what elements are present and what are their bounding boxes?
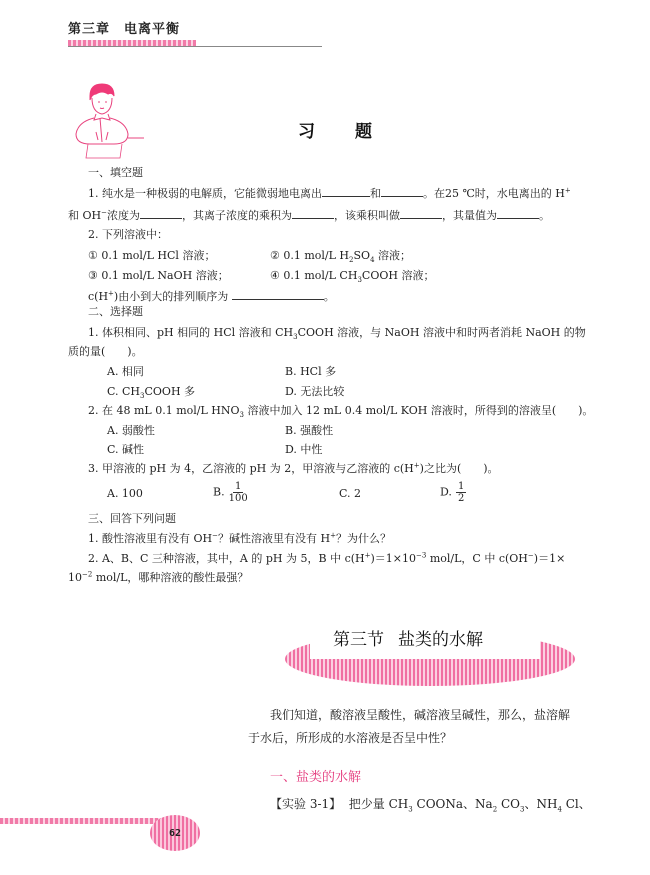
- question-2-intro: 2. 下列溶液中：: [88, 228, 168, 241]
- question-1-line-2: 和 OH−浓度为 ，其离子浓度的乘积为 ，该乘积叫做 ，其量值为 。: [68, 208, 550, 222]
- mc-q2-option-c[interactable]: C. 碱性: [107, 443, 145, 456]
- answer-blank[interactable]: [400, 208, 442, 219]
- section-heading-fill-blank: 一、填空题: [88, 166, 143, 179]
- section-number: 第三节: [333, 630, 384, 650]
- section-heading-answer-questions: 三、回答下列问题: [88, 512, 176, 525]
- answer-blank[interactable]: [140, 208, 182, 219]
- student-writing-illustration: [68, 82, 148, 164]
- section-name: 盐类的水解: [398, 630, 483, 650]
- option-2: ② 0.1 mol/L $H_2SO_4$ 溶液；: [270, 249, 412, 265]
- experiment-label: 【实验 3-1】: [270, 797, 342, 811]
- chapter-title: 电离平衡: [124, 22, 181, 37]
- mc-q3-option-d[interactable]: D. $\frac{1}{2}$: [440, 481, 465, 504]
- experiment-3-1: 【实验 3-1】 把少量 $CH_3$ COONa、$Na_2$ $CO_3$、$NH_4$ Cl、: [270, 797, 591, 814]
- page-number: 62: [168, 827, 182, 839]
- mc-q1-option-d[interactable]: D. 无法比较: [285, 385, 345, 398]
- fraction: $\frac{1}{2}$: [457, 481, 465, 504]
- answer-blank[interactable]: [292, 208, 334, 219]
- mc-q2-option-b[interactable]: B. 强酸性: [285, 424, 334, 437]
- intro-paragraph-line-1: 我们知道，酸溶液呈酸性，碱溶液呈碱性，那么，盐溶解: [270, 708, 571, 722]
- answer-blank[interactable]: [322, 186, 370, 197]
- chapter-number: 第三章: [68, 22, 111, 37]
- question-1-line-1: 1. 纯水是一种极弱的电解质，它能微弱地电离出 和 。在25 ℃时，水电离出的 H+: [88, 186, 571, 200]
- answer-blank[interactable]: [381, 186, 423, 197]
- order-question: c(H+)由小到大的排列顺序为 。: [88, 289, 335, 303]
- mc-question-3: 3. 甲溶液的 pH 为 4，乙溶液的 pH 为 2，甲溶液与乙溶液的 c(H+)之比为( )。: [88, 461, 499, 475]
- mc-q2-option-d[interactable]: D. 中性: [285, 443, 323, 456]
- mc-q1-option-b[interactable]: B. HCl 多: [285, 365, 337, 378]
- section-title: [333, 625, 483, 650]
- fraction: $\frac{1}{100}$: [228, 481, 248, 504]
- mc-q1-option-a[interactable]: A. 相同: [107, 365, 144, 378]
- mc-q3-option-c[interactable]: C. 2: [339, 487, 362, 500]
- answer-blank[interactable]: [497, 208, 539, 219]
- mc-q2-option-a[interactable]: A. 弱酸性: [107, 424, 155, 437]
- footer-stripe-decoration: [0, 818, 165, 824]
- mc-question-2: 2. 在 48 mL 0.1 mol/L $HNO_3$ 溶液中加入 12 mL 0.4 mol/L KOH 溶液时，所得到的溶液呈( )。: [88, 404, 594, 420]
- answer-question-2-line-2: $10^{-2}$ mol/L，哪种溶液的酸性最强？: [68, 570, 249, 584]
- intro-paragraph-line-2: 于水后，所形成的水溶液是否呈中性？: [248, 731, 453, 745]
- mc-q3-option-a[interactable]: A. 100: [107, 487, 143, 500]
- chapter-header: [68, 18, 180, 37]
- header-divider: [68, 46, 322, 47]
- mc-question-1-line-2: 质的量( )。: [68, 345, 143, 358]
- exercise-title: 习 题: [298, 122, 372, 142]
- answer-question-2-line-1: 2. A、B、C 三种溶液，其中，A 的 pH 为 5，B 中 $c(H^+)=1\times 10^{-3}$ mol/L，C 中 c(OH−)＝1×: [88, 551, 566, 565]
- mc-q1-option-c[interactable]: C. $CH_3COOH$ 多: [107, 385, 196, 401]
- subheading-salt-hydrolysis: 一、盐类的水解: [270, 770, 362, 785]
- mc-question-1-line-1: 1. 体积相同、pH 相同的 HCl 溶液和 $CH_3COOH$ 溶液，与 NaOH 溶液中和时两者消耗 NaOH 的物: [88, 326, 586, 342]
- mc-q3-option-b[interactable]: B. $\frac{1}{100}$: [213, 481, 248, 504]
- answer-blank[interactable]: [232, 289, 324, 300]
- option-1: ① 0.1 mol/L HCl 溶液；: [88, 249, 216, 262]
- option-4: ④ 0.1 mol/L $CH_3COOH$ 溶液；: [270, 269, 435, 285]
- section-heading-multiple-choice: 二、选择题: [88, 305, 143, 318]
- answer-question-1: 1. 酸性溶液里有没有 OH−？碱性溶液里有没有 H+？为什么？: [88, 531, 391, 545]
- page-number-badge: [150, 815, 200, 851]
- option-3: ③ 0.1 mol/L NaOH 溶液；: [88, 269, 229, 282]
